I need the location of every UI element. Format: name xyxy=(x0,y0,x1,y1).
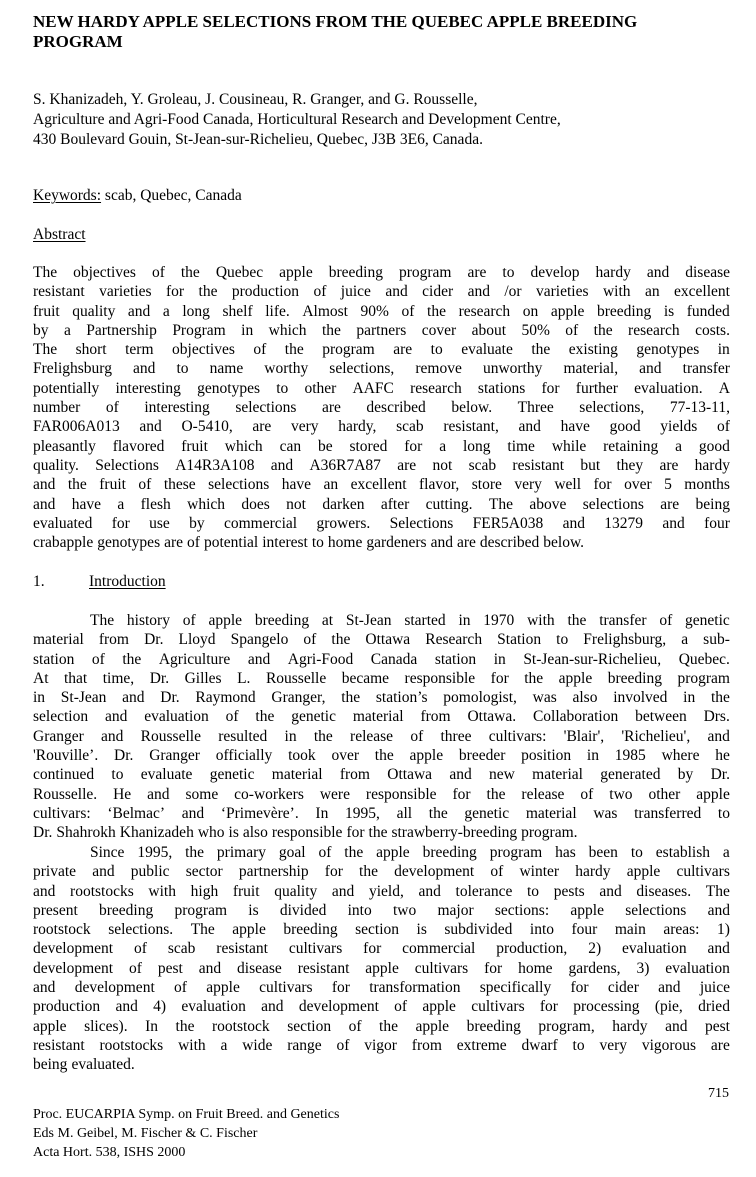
text-line: and development of apple cultivars for transformation specifically for cider and juice xyxy=(33,979,730,997)
text-line: The objectives of the Quebec apple breeding program are to develop hardy and disease xyxy=(33,264,730,281)
citation-footer xyxy=(33,1105,339,1162)
text-line: and the fruit of these selections have an excellent flavor, store very well for over 5 months xyxy=(33,476,730,494)
text-line: development of scab resistant cultivars for commercial production, 2) evaluation and xyxy=(33,940,730,958)
text-line: Granger and Rousselle resulted in the release of three cultivars: 'Blair', 'Richelieu', and xyxy=(33,727,730,745)
keywords xyxy=(33,186,242,206)
text-line: crabapple genotypes are of potential interest to home gardeners and are described below. xyxy=(33,534,585,552)
text-line: Frelighsburg and to name worthy selections, remove unworthy material, and transfer xyxy=(33,360,730,378)
author-names: S. Khanizadeh, Y. Groleau, J. Cousineau, R. Granger, and G. Rousselle, xyxy=(33,91,478,108)
text-line: apple slices). In the rootstock section of the apple breeding program, hardy and pest xyxy=(33,1017,730,1035)
section-heading-introduction xyxy=(33,572,166,592)
text-line: and rootstocks with high fruit quality and yield, and tolerance to pests and diseases. The xyxy=(33,882,730,900)
text-line: rootstock selections. The apple breeding section is subdivided into four main areas: 1) xyxy=(33,921,730,939)
text-line: private and public sector partnership for the development of winter hardy apple cultivars xyxy=(33,863,730,881)
text-line: At that time, Dr. Gilles L. Rousselle became responsible for the apple breeding program xyxy=(33,669,730,687)
text-line: material from Dr. Lloyd Spangelo of the Ottawa Research Station to Frelighsburg, a sub- xyxy=(33,631,730,649)
author-block xyxy=(33,90,561,150)
author-affiliation: Agriculture and Agri-Food Canada, Horticultural Research and Development Centre, xyxy=(33,111,561,128)
text-line: 'Rouville’. Dr. Granger officially took over the apple breeder position in 1985 where he xyxy=(33,747,730,765)
introduction-paragraph-2 xyxy=(33,843,730,1075)
text-line: in St-Jean and Dr. Raymond Granger, the station’s pomologist, was also involved in the xyxy=(33,689,730,707)
text-line: number of interesting selections are described below. Three selections, 77-13-11, xyxy=(33,399,730,417)
title-line: NEW HARDY APPLE SELECTIONS FROM THE QUEBEC APPLE BREEDING xyxy=(33,12,638,31)
text-line: Since 1995, the primary goal of the apple breeding program has been to establish a xyxy=(90,844,730,861)
text-line: being evaluated. xyxy=(33,1056,135,1074)
keywords-values: scab, Quebec, Canada xyxy=(101,187,242,204)
text-line: Dr. Shahrokh Khanizadeh who is also responsible for the strawberry-breeding program. xyxy=(33,824,578,842)
abstract-body xyxy=(33,263,730,552)
page-number: 715 xyxy=(708,1086,729,1101)
text-line: production and 4) evaluation and development of apple cultivars for processing (pie, dried xyxy=(33,998,730,1016)
text-line: evaluated for use by commercial growers. Selections FER5A038 and 13279 and four xyxy=(33,514,730,532)
text-line: development of pest and disease resistant apple cultivars for home gardens, 3) evaluation xyxy=(33,959,730,977)
title-line: PROGRAM xyxy=(33,32,123,51)
keywords-label: Keywords: xyxy=(33,187,102,204)
text-line: The short term objectives of the program are to evaluate the existing genotypes in xyxy=(33,341,730,359)
text-line: cultivars: ‘Belmac’ and ‘Primevère’. In 1995, all the genetic material was transferred to xyxy=(33,804,730,822)
section-number: 1. xyxy=(33,573,45,590)
text-line: and have a flesh which does not darken after cutting. The above selections are being xyxy=(33,495,730,513)
text-line: by a Partnership Program in which the partners cover about 50% of the research costs. xyxy=(33,321,730,339)
text-line: fruit quality and a long shelf life. Almost 90% of the research on apple breeding is funded xyxy=(33,302,730,320)
abstract-heading: Abstract xyxy=(33,226,86,243)
text-line: resistant varieties for the production of juice and cider and /or varieties with an excellent xyxy=(33,283,730,301)
text-line: potentially interesting genotypes to other AAFC research stations for further evaluation. A xyxy=(33,379,730,397)
text-line: selection and evaluation of the genetic material from Ottawa. Collaboration between Drs. xyxy=(33,708,730,726)
text-line: continued to evaluate genetic material from Ottawa and new material generated by Dr. xyxy=(33,766,730,784)
text-line: present breeding program is divided into two major sections: apple selections and xyxy=(33,901,730,919)
paper-title xyxy=(33,12,733,52)
footer-editors: Eds M. Geibel, M. Fischer & C. Fischer xyxy=(33,1126,258,1141)
text-line: FAR006A013 and O-5410, are very hardy, scab resistant, and have good yields of xyxy=(33,418,730,436)
text-line: quality. Selections A14R3A108 and A36R7A87 are not scab resistant but they are hardy xyxy=(33,456,730,474)
text-line: The history of apple breeding at St-Jean started in 1970 with the transfer of genetic xyxy=(90,612,730,629)
text-line: pleasantly flavored fruit which can be stored for a long time while retaining a good xyxy=(33,437,730,455)
section-title: Introduction xyxy=(89,573,166,590)
introduction-paragraph-1 xyxy=(33,611,730,843)
footer-journal: Acta Hort. 538, ISHS 2000 xyxy=(33,1145,186,1160)
footer-proceedings: Proc. EUCARPIA Symp. on Fruit Breed. and Genetics xyxy=(33,1107,340,1122)
author-address: 430 Boulevard Gouin, St-Jean-sur-Richelieu, Quebec, J3B 3E6, Canada. xyxy=(33,131,483,148)
text-line: station of the Agriculture and Agri-Food Canada station in St-Jean-sur-Richelieu, Quebec. xyxy=(33,650,730,668)
text-line: resistant rootstocks with a wide range of vigor from extreme dwarf to very vigorous are xyxy=(33,1036,730,1054)
text-line: Rousselle. He and some co-workers were responsible for the release of two other apple xyxy=(33,785,730,803)
